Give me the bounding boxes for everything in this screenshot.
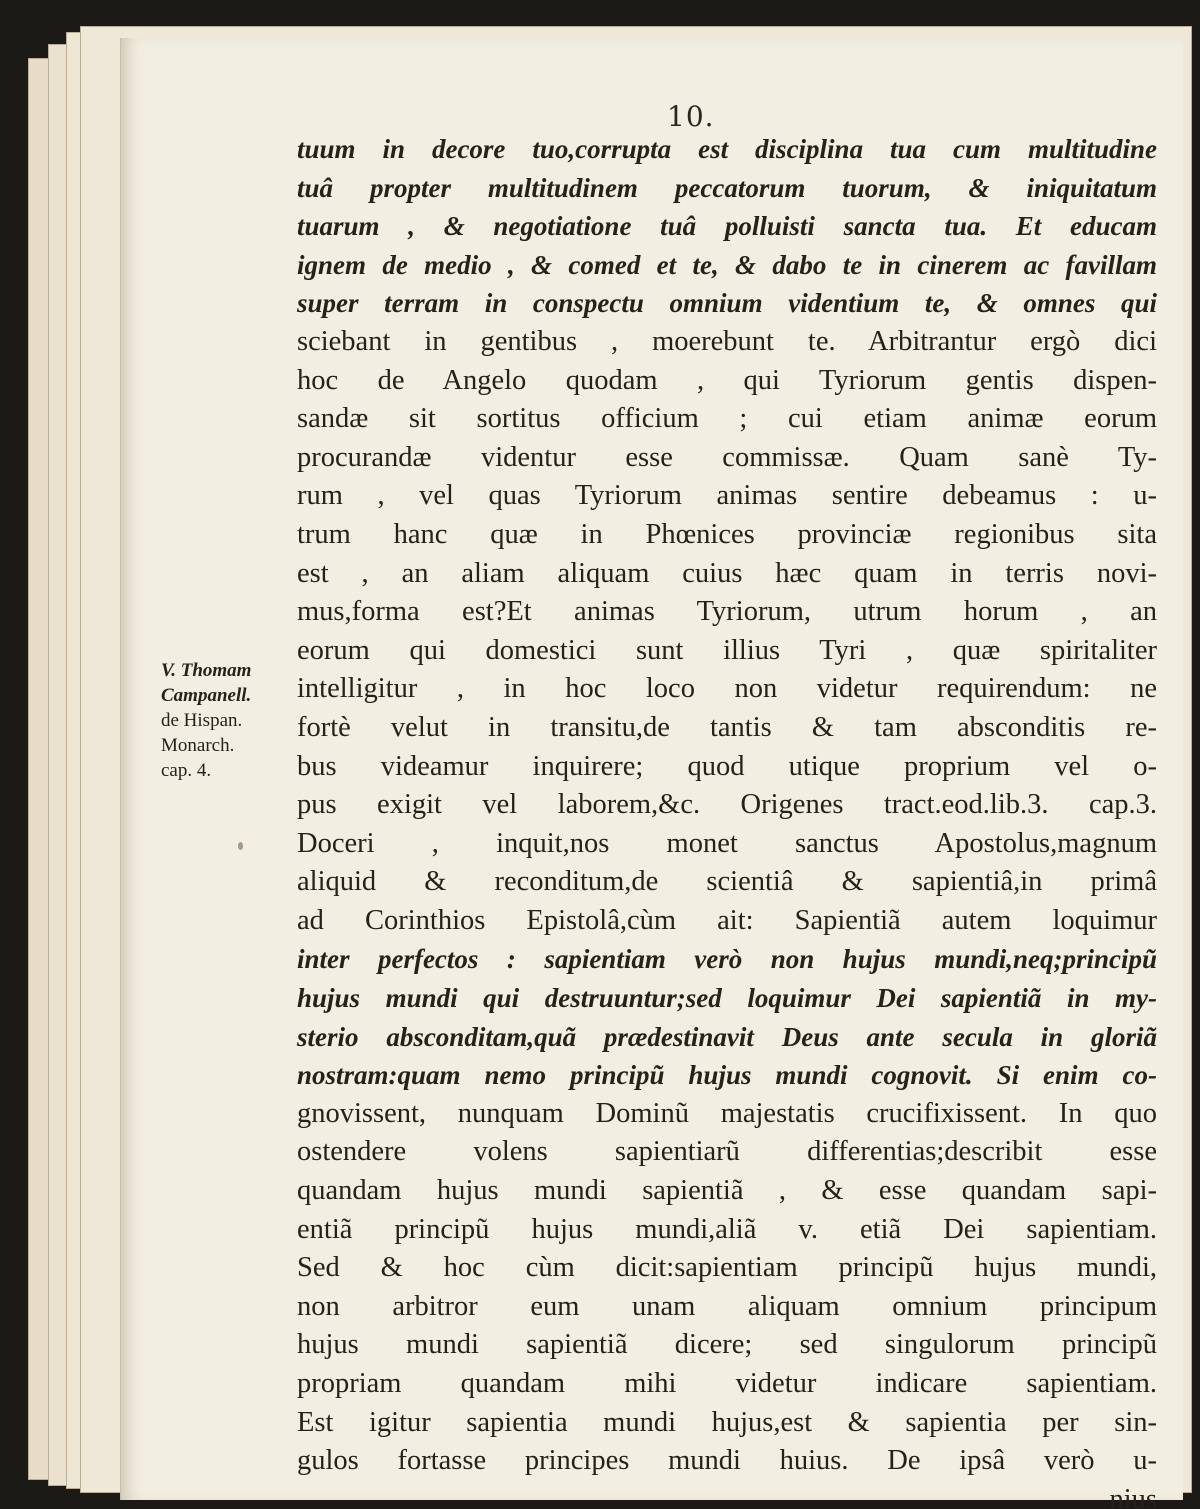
text-line: sciebant in gentibus , moerebunt te. Arbitrantur ergò dici (297, 325, 1157, 357)
text-line: ad Corinthios Epistolâ,cùm ait: Sapientiã autem loquimur (297, 904, 1157, 936)
text-line: tuâ propter multitudinem peccatorum tuorum, & iniquitatum (297, 172, 1157, 203)
margin-note-line: cap. 4. (161, 760, 212, 781)
text-line: hujus mundi sapientiã dicere; sed singulorum principũ (297, 1329, 1157, 1361)
body-text (297, 130, 1157, 1509)
book-page (120, 38, 1183, 1509)
text-line: intelligitur , in hoc loco non videtur requirendum: ne (297, 673, 1157, 705)
text-line: gnovissent, nunquam Dominũ majestatis crucifixissent. In quo (297, 1097, 1157, 1129)
page-number: 10. (667, 100, 715, 133)
text-line: mus,forma est?Et animas Tyriorum, utrum horum , an (297, 596, 1157, 628)
text-line: trum hanc quæ in Phœnices provinciæ regionibus sita (297, 518, 1157, 550)
text-line: est , an aliam aliquam cuius hæc quam in terris novi- (297, 557, 1157, 589)
margin-note-line: Campanell. (161, 685, 252, 706)
margin-note (161, 658, 296, 783)
text-line: gulos fortasse principes mundi huius. De ipsâ verò u- (297, 1445, 1157, 1477)
text-line: ignem de medio , & comed et te, & dabo te in cinerem ac favillam (297, 249, 1157, 280)
text-line: bus videamur inquirere; quod utique proprium vel o- (297, 750, 1157, 782)
text-line: procurandæ videntur esse commissæ. Quam sanè Ty- (297, 441, 1157, 473)
text-line: hoc de Angelo quodam , qui Tyriorum gentis dispen- (297, 364, 1157, 396)
text-line: Sed & hoc cùm dicit:sapientiam principũ hujus mundi, (297, 1252, 1157, 1284)
text-line: quandam hujus mundi sapientiã , & esse quandam sapi- (297, 1175, 1157, 1207)
text-line: super terram in conspectu omnium videntium te, & omnes qui (297, 288, 1157, 319)
margin-note-line: de Hispan. (161, 710, 243, 731)
text-line: Doceri , inquit,nos monet sanctus Apostolus,magnum (297, 827, 1157, 859)
text-line: pus exigit vel laborem,&c. Origenes tract.eod.lib.3. cap.3. (297, 789, 1157, 821)
text-line: hujus mundi qui destruuntur;sed loquimur Dei sapientiã in my- (297, 983, 1157, 1014)
text-line: eorum qui domestici sunt illius Tyri , quæ spiritaliter (297, 634, 1157, 666)
text-line: nostram:quam nemo principũ hujus mundi cognovit. Si enim co- (297, 1060, 1157, 1091)
text-line: sandæ sit sortitus officium ; cui etiam animæ eorum (297, 403, 1157, 435)
text-line: fortè velut in transitu,de tantis & tam absconditis re- (297, 711, 1157, 743)
text-line: ostendere volens sapientiarũ differentias;describit esse (297, 1136, 1157, 1168)
text-line: propriam quandam mihi videtur indicare sapientiam. (297, 1368, 1157, 1399)
text-line: Est igitur sapientia mundi hujus,est & sapientia per sin- (297, 1406, 1157, 1438)
margin-note-line: V. Thomam (161, 660, 252, 681)
text-line: nius (1109, 1483, 1157, 1509)
text-line: non arbitror eum unam aliquam omnium principum (297, 1290, 1157, 1322)
text-line: aliquid & reconditum,de scientiâ & sapientiâ,in primâ (297, 866, 1157, 898)
text-line: sterio absconditam,quã prædestinavit Deus ante secula in gloriã (297, 1021, 1157, 1052)
margin-note-line: Monarch. (161, 735, 235, 756)
text-line: tuarum , & negotiatione tuâ polluisti sancta tua. Et educam (297, 211, 1157, 242)
text-line: entiã principũ hujus mundi,aliã v. etiã Dei sapientiam. (297, 1213, 1157, 1245)
text-line: inter perfectos : sapientiam verò non hujus mundi,neq;principũ (297, 944, 1157, 975)
text-line: rum , vel quas Tyriorum animas sentire debeamus : u- (297, 480, 1157, 512)
ink-speck (238, 842, 243, 850)
text-line: tuum in decore tuo,corrupta est disciplina tua cum multitudine (297, 134, 1157, 164)
